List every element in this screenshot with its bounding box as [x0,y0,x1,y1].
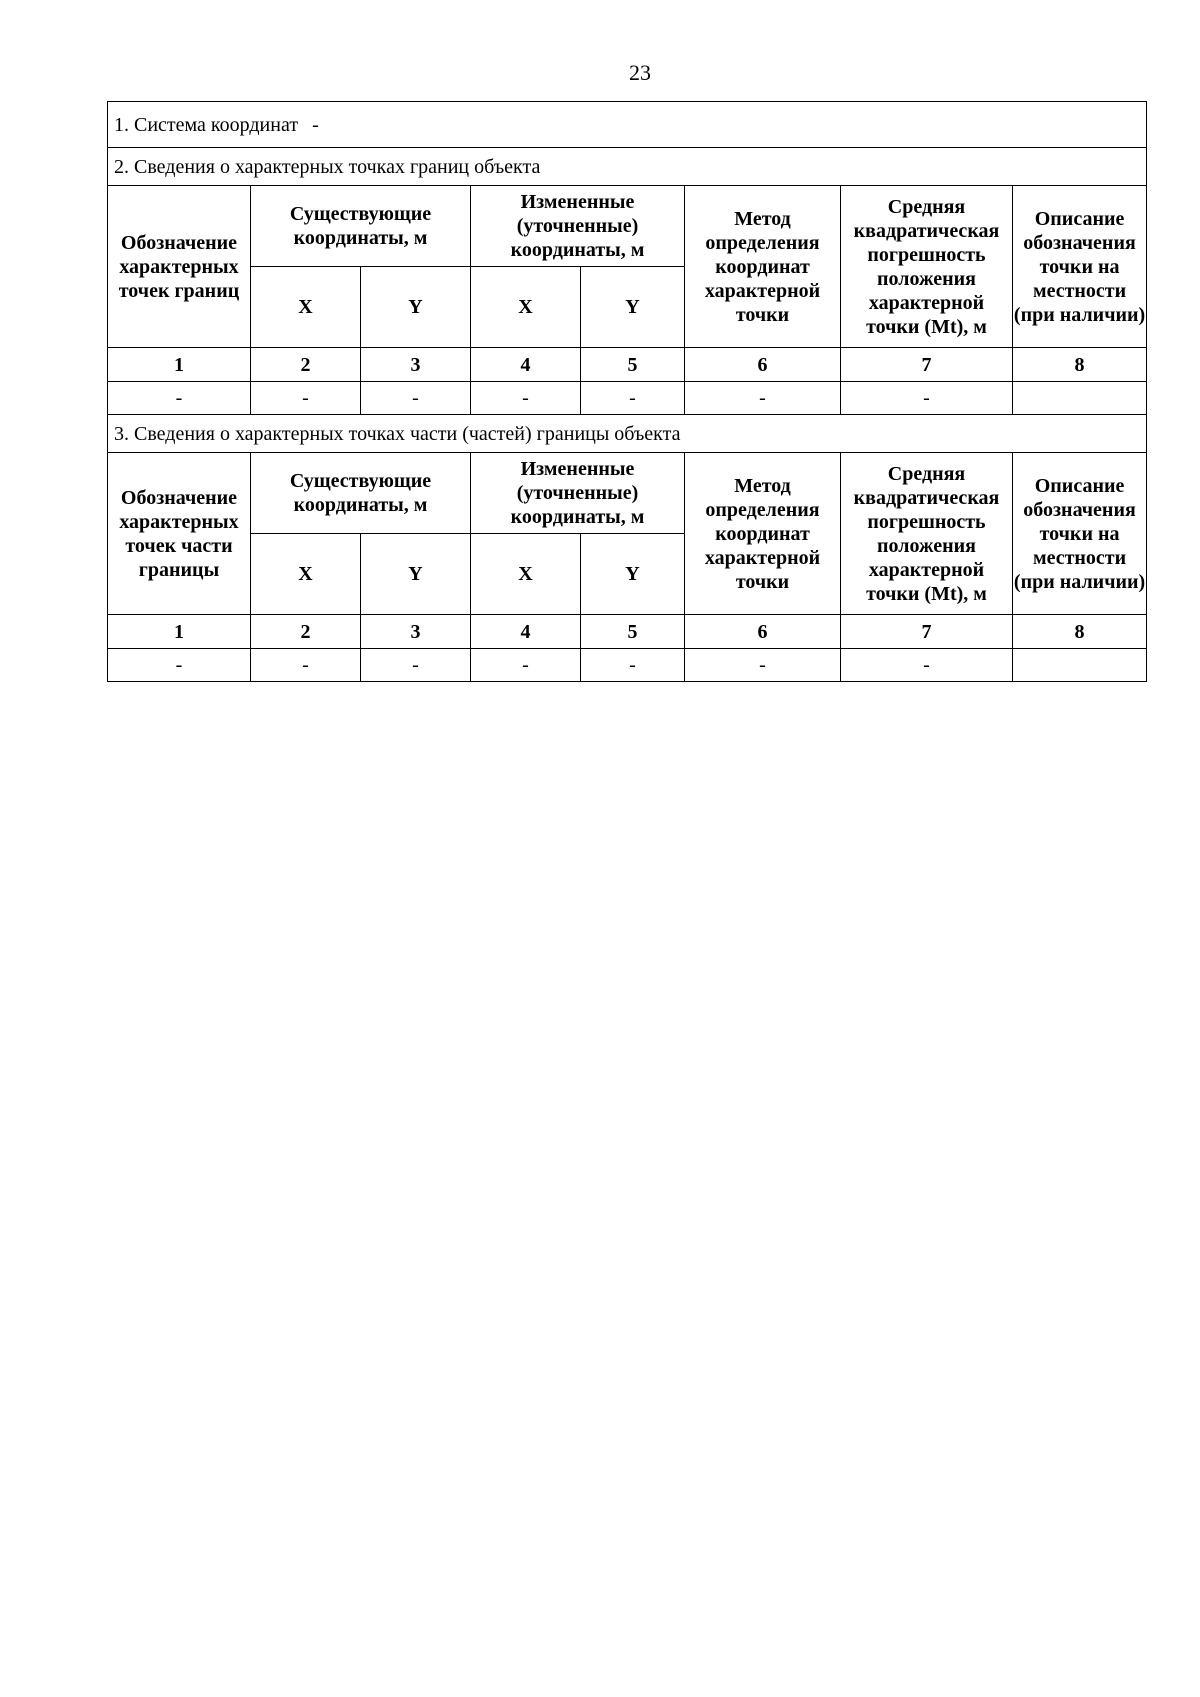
table-cell: - [471,649,581,682]
column-number: 5 [581,348,685,382]
page-number: 23 [629,60,651,85]
coord-system-row [108,102,1147,148]
table-cell: - [108,382,251,415]
section2-header-description: Описание обозначения точки на местности (при наличии) [1013,186,1147,348]
section2-header-row [108,186,1147,267]
coordinates-table [107,101,1147,682]
section3-header-description: Описание обозначения точки на местности (при наличии) [1013,453,1147,615]
section3-title: 3. Сведения о характерных точках части (частей) границы объекта [108,415,1147,453]
section2-number-row [108,348,1147,382]
table-cell: - [581,382,685,415]
section3-header-method: Метод определения координат характерной точки [685,453,841,615]
section2-header-x1: X [251,267,361,348]
column-number: 5 [581,615,685,649]
section3-header-y1: Y [361,534,471,615]
coord-system-value: - [312,113,319,136]
table-cell: - [471,382,581,415]
section3-header-x2: X [471,534,581,615]
column-number: 2 [251,348,361,382]
table-cell: - [361,382,471,415]
column-number: 3 [361,348,471,382]
section3-header-designation: Обозначение характерных точек части границы [108,453,251,615]
column-number: 4 [471,615,581,649]
column-number: 1 [108,615,251,649]
section2-header-existing: Существующие координаты, м [251,186,471,267]
column-number: 6 [685,348,841,382]
section3-header-y2: Y [581,534,685,615]
table-cell: - [251,649,361,682]
table-cell: - [841,382,1013,415]
section2-header-changed: Измененные (уточненные) координаты, м [471,186,685,267]
coord-system-cell [108,102,1147,148]
section2-header-method: Метод определения координат характерной точки [685,186,841,348]
section2-title: 2. Сведения о характерных точках границ объекта [108,148,1147,186]
table-cell: - [581,649,685,682]
column-number: 7 [841,615,1013,649]
section3-header-existing: Существующие координаты, м [251,453,471,534]
table-cell: - [685,382,841,415]
section2-header-designation: Обозначение характерных точек границ [108,186,251,348]
table-cell: - [361,649,471,682]
table-cell: - [685,649,841,682]
column-number: 6 [685,615,841,649]
column-number: 1 [108,348,251,382]
column-number: 8 [1013,615,1147,649]
table-cell: - [251,382,361,415]
section2-title-row [108,148,1147,186]
column-number: 4 [471,348,581,382]
table-cell: - [841,649,1013,682]
section2-header-y2: Y [581,267,685,348]
table-row [108,382,1147,415]
coord-system-label: 1. Система координат [114,113,299,136]
column-number: 3 [361,615,471,649]
section3-header-error: Средняя квадратическая погрешность положения характерной точки (Mt), м [841,453,1013,615]
section2-header-x2: X [471,267,581,348]
table-cell [1013,649,1147,682]
table-cell [1013,382,1147,415]
section3-title-row [108,415,1147,453]
table-row [108,649,1147,682]
column-number: 2 [251,615,361,649]
section3-header-row [108,453,1147,534]
section2-header-y1: Y [361,267,471,348]
section3-header-changed: Измененные (уточненные) координаты, м [471,453,685,534]
section3-number-row [108,615,1147,649]
section3-header-x1: X [251,534,361,615]
column-number: 8 [1013,348,1147,382]
section2-header-error: Средняя квадратическая погрешность положения характерной точки (Mt), м [841,186,1013,348]
column-number: 7 [841,348,1013,382]
table-cell: - [108,649,251,682]
